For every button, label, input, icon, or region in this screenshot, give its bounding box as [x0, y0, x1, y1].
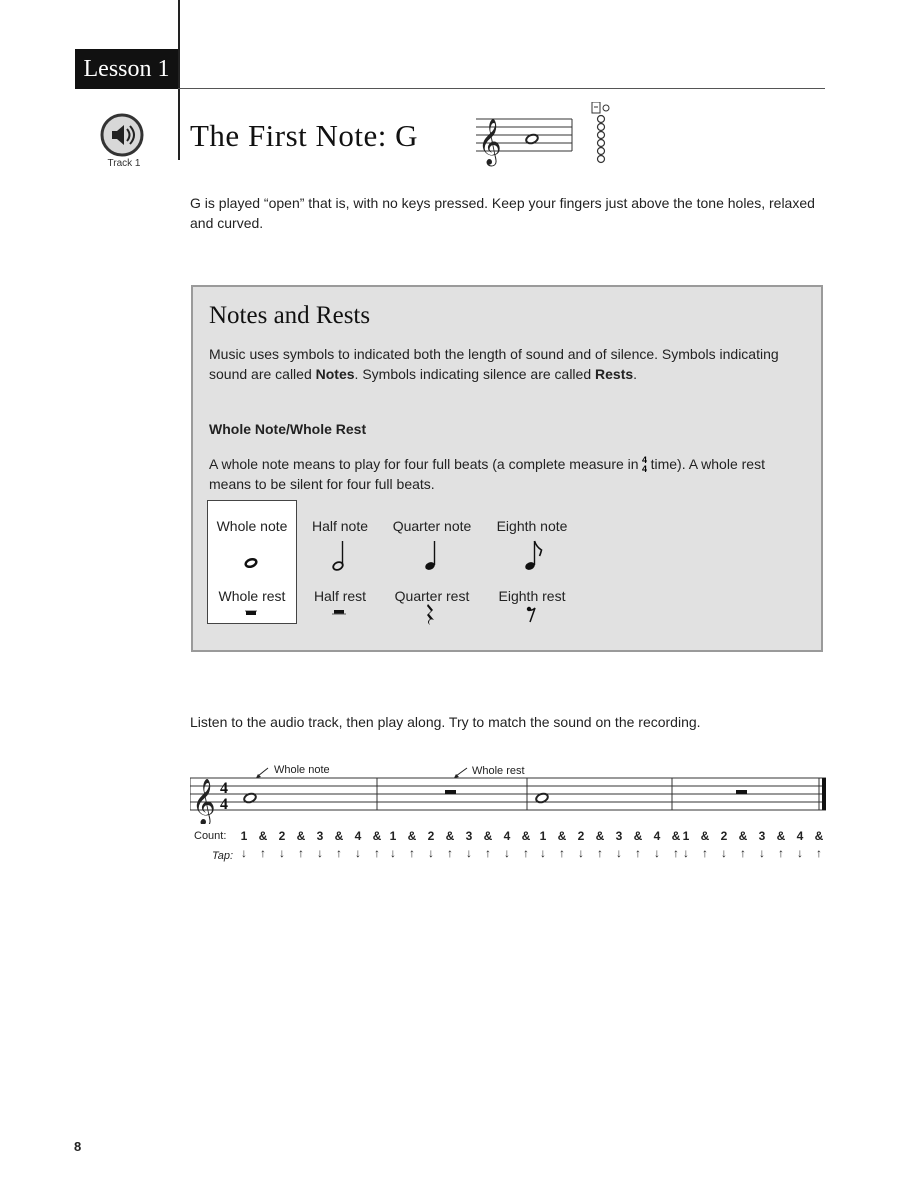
tap-arrow: ↓: [428, 846, 434, 860]
count-beat: 4: [796, 829, 804, 843]
quarter-note-label: Quarter note: [392, 518, 472, 534]
header-horizontal-rule: [178, 88, 825, 89]
tap-arrow: ↓: [504, 846, 510, 860]
count-beat: 4: [503, 829, 511, 843]
exercise-staff: [190, 760, 830, 824]
svg-text:4: 4: [641, 464, 647, 473]
eighth-note-label: Eighth note: [496, 518, 568, 534]
tap-arrow: ↓: [578, 846, 584, 860]
page-title: The First Note: G: [190, 118, 419, 153]
whole-note-arrow: [258, 768, 268, 776]
tap-arrow: ↓: [683, 846, 689, 860]
count-beat: &: [334, 829, 344, 843]
count-beat: 1: [539, 829, 547, 843]
tap-arrow: ↓: [466, 846, 472, 860]
tap-label: Tap:: [212, 850, 234, 862]
svg-text:4: 4: [641, 455, 647, 465]
half-note-label: Half note: [311, 518, 369, 534]
count-beat: &: [814, 829, 824, 843]
count-beat: 2: [577, 829, 585, 843]
whole-rest-label: Whole rest: [218, 588, 286, 604]
count-beat: &: [633, 829, 643, 843]
tap-arrow: ↓: [721, 846, 727, 860]
half-note-icon: [331, 539, 349, 573]
lesson-tab: Lesson 1: [75, 49, 178, 89]
count-beat: 3: [316, 829, 324, 843]
tap-arrow: ↑: [447, 846, 453, 860]
whole-rest-measure-2: [445, 790, 456, 794]
count-beat: &: [738, 829, 748, 843]
tap-arrow: ↓: [279, 846, 285, 860]
half-rest-icon: [331, 607, 347, 617]
count-beat: 1: [389, 829, 397, 843]
count-beat: 2: [427, 829, 435, 843]
tap-arrow: ↓: [317, 846, 323, 860]
tap-arrow: ↓: [241, 846, 247, 860]
quarter-note-icon: [423, 539, 441, 573]
count-beat: &: [776, 829, 786, 843]
box-subheading: Whole Note/Whole Rest: [209, 421, 367, 437]
count-beat: 1: [682, 829, 690, 843]
count-beat: 4: [354, 829, 362, 843]
treble-clef-icon: 𝄞: [478, 119, 502, 165]
count-beat: &: [557, 829, 567, 843]
count-beat: &: [445, 829, 455, 843]
eighth-rest-label: Eighth rest: [498, 588, 566, 604]
tap-arrow: ↑: [740, 846, 746, 860]
box-paragraph-2: A whole note means to play for four full beats (a complete measure in 4 4 time). A whole rest means to be silent for four full beats.: [209, 455, 765, 492]
tap-arrow: ↑: [260, 846, 266, 860]
track-label: Track 1: [107, 158, 141, 169]
count-beat: 2: [720, 829, 728, 843]
whole-rest-arrow: [456, 768, 467, 776]
instruction-text: Listen to the audio track, then play along. Try to match the sound on the recording.: [190, 714, 701, 730]
speaker-icon[interactable]: [100, 113, 144, 157]
whole-rest-icon: [243, 609, 259, 619]
count-beat: &: [700, 829, 710, 843]
count-beat: 3: [758, 829, 766, 843]
count-beat: &: [258, 829, 268, 843]
tap-arrow: ↓: [654, 846, 660, 860]
quarter-rest-icon: [424, 603, 436, 627]
tap-arrow: ↑: [816, 846, 822, 860]
time-signature-icon: [641, 455, 649, 473]
count-beat: &: [521, 829, 531, 843]
tap-arrow: ↓: [797, 846, 803, 860]
notes-and-rests-box: [191, 285, 823, 652]
time-signature-bottom: 4: [220, 796, 228, 813]
count-beat: 1: [240, 829, 248, 843]
box-paragraph-1: Music uses symbols to indicated both the length of sound and of silence. Symbols indicating sound are called Notes. Symbols indicating silence are called Rests.: [209, 346, 779, 382]
page-number: 8: [74, 1139, 82, 1154]
tap-arrow: ↑: [702, 846, 708, 860]
half-rest-label: Half rest: [313, 588, 367, 604]
count-beat: &: [595, 829, 605, 843]
whole-note-annotation: Whole note: [274, 764, 330, 776]
count-beat: &: [671, 829, 681, 843]
count-beat: 4: [653, 829, 661, 843]
tap-arrow: ↑: [635, 846, 641, 860]
header-vertical-rule: [178, 0, 180, 160]
treble-clef-icon: 𝄞: [192, 779, 216, 824]
count-label: Count:: [194, 830, 227, 842]
tap-arrow: ↑: [559, 846, 565, 860]
count-beat: &: [296, 829, 306, 843]
count-beat: 2: [278, 829, 286, 843]
tap-arrow: ↑: [597, 846, 603, 860]
tap-arrow: ↓: [355, 846, 361, 860]
whole-rest-annotation: Whole rest: [472, 765, 525, 777]
whole-rest-measure-4: [736, 790, 747, 794]
tap-arrow: ↓: [616, 846, 622, 860]
box-title: Notes and Rests: [209, 302, 371, 329]
whole-note-label: Whole note: [216, 518, 288, 534]
tap-arrow: ↑: [374, 846, 380, 860]
count-beat: 3: [465, 829, 473, 843]
tap-arrow: ↑: [523, 846, 529, 860]
count-beat: &: [483, 829, 493, 843]
eighth-rest-icon: [525, 605, 537, 625]
tap-arrow: ↑: [298, 846, 304, 860]
tap-arrow: ↑: [485, 846, 491, 860]
count-beat: &: [407, 829, 417, 843]
count-beat: &: [372, 829, 382, 843]
eighth-note-icon: [523, 539, 545, 573]
quarter-rest-label: Quarter rest: [394, 588, 470, 604]
time-signature-top: 4: [220, 780, 228, 797]
tap-arrow: ↓: [759, 846, 765, 860]
tap-arrow: ↑: [409, 846, 415, 860]
tap-arrow: ↑: [336, 846, 342, 860]
intro-paragraph: G is played “open” that is, with no keys pressed. Keep your fingers just above the tone holes, relaxed and curved.: [190, 195, 815, 231]
tap-arrow: ↓: [390, 846, 396, 860]
tap-arrow: ↑: [778, 846, 784, 860]
fingering-chart-icon: [591, 102, 615, 168]
tap-arrow: ↓: [540, 846, 546, 860]
g-note-staff: [476, 105, 576, 167]
count-beat: 3: [615, 829, 623, 843]
tap-arrow: ↑: [673, 846, 679, 860]
whole-note-icon: [243, 557, 259, 569]
